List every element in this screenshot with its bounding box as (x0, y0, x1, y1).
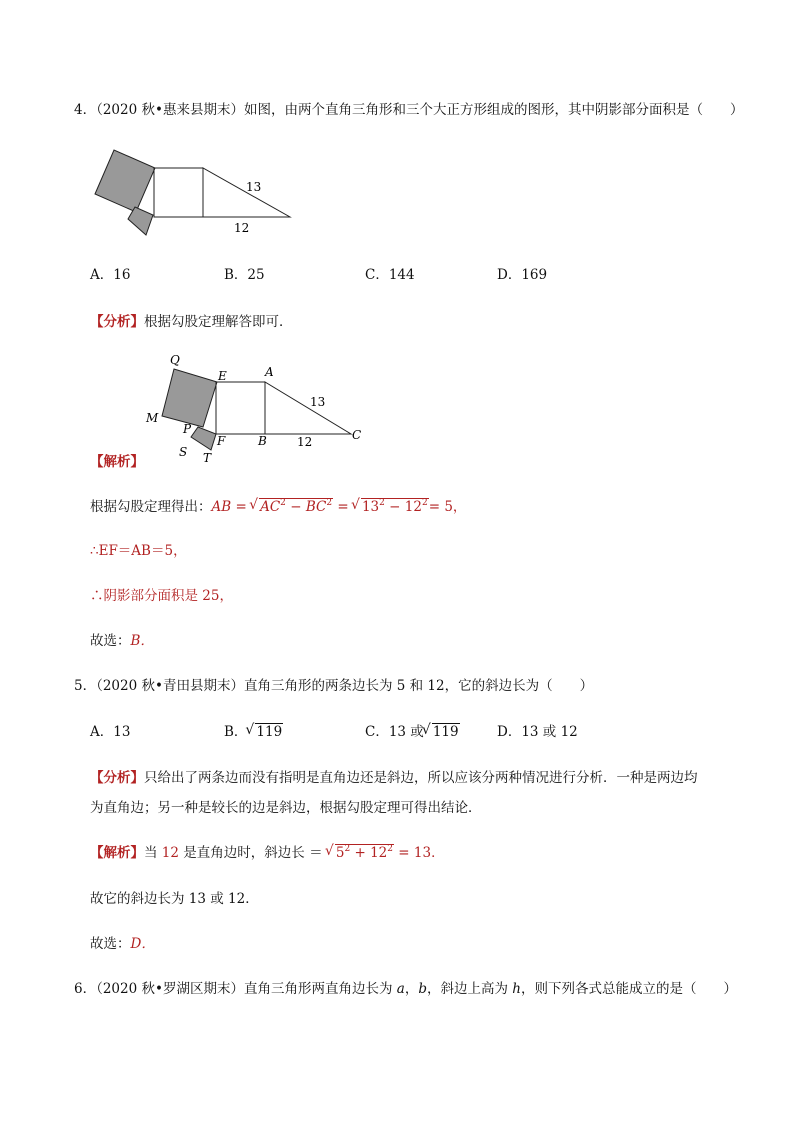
sol1-ab: AB (211, 499, 232, 515)
q5-solution-line-1: 【解析】当 12 是直角边时，斜边长 ＝ √ $5^2 + 12^2 = 13$． (90, 843, 445, 863)
q4-option-c[interactable]: C．144 (365, 267, 415, 283)
q4-solution-tag: 【解析】 (90, 454, 144, 470)
q4-stem: 4．（2020 秋•惠来县期末）如图，由两个直角三角形和三个大正方形组成的图形，其中阴影部分面积是（ ） (74, 102, 744, 118)
sol1-sqrt-1: √ $AC^2 - BC^2$ (251, 497, 333, 517)
sol1-sqrt-2: √ $13^2 - 12^2$ (353, 497, 429, 517)
q5-option-b[interactable]: B．√ 119 (224, 722, 283, 742)
q6-stem: 6．（2020 秋•罗湖区期末）直角三角形两直角边长为 a，b，斜边上高为 h，则下列各式总能成立的是（ ） (74, 981, 737, 997)
q5-analysis-line-2: 为直角边；另一种是较长的边是斜边，根据勾股定理可得出结论． (90, 800, 482, 816)
q4-small-shaded-square (128, 207, 153, 235)
q4-solution-line-2: ∴EF＝AB＝5， (90, 543, 187, 559)
label-m: M (146, 411, 159, 425)
label-q: Q (170, 353, 180, 367)
q5-analysis-line-1 (90, 768, 698, 788)
q5-analysis-tag: 【分析】 (90, 770, 144, 786)
q5-answer-value: D． (130, 936, 155, 952)
q4-option-a[interactable]: A．16 (90, 267, 131, 283)
q5-answer (90, 934, 155, 954)
q5-sqrt: √ $5^2 + 12^2$ (327, 843, 394, 863)
q4-solution-line-1: 根据勾股定理得出：AB = √ $AC^2 - BC^2$ = √ $13^2 - 12^2= 5$， (90, 497, 466, 517)
label-a: A (265, 365, 274, 379)
label-s: S (179, 445, 188, 459)
q5-solution-tag: 【解析】 (90, 845, 144, 861)
q4-solution-line-3: ∴阴影部分面积是 25， (90, 588, 233, 604)
q4-analysis-text: 根据勾股定理解答即可． (144, 314, 293, 330)
label-c: C (352, 428, 362, 442)
sol1-eq: = (235, 499, 247, 515)
q4-answer (90, 631, 154, 651)
q4-option-b[interactable]: B．25 (224, 267, 265, 283)
q5-answer-prefix: 故选： (90, 936, 131, 952)
q4-answer-prefix: 故选： (90, 633, 131, 649)
q4-labeled-figure (140, 350, 370, 468)
label-p: P (183, 422, 192, 436)
sol1-result: = 5， (428, 499, 467, 515)
label-b: B (258, 434, 267, 448)
q5-option-a[interactable]: A．13 (90, 724, 131, 740)
q4-figure (88, 146, 298, 238)
q4-analysis (90, 312, 293, 332)
sol1-prefix: 根据勾股定理得出： (90, 499, 212, 515)
q5-option-c[interactable]: C．13 或√ 119 (365, 722, 460, 742)
q5-solution-line-2: 故它的斜边长为 13 或 12． (90, 891, 259, 907)
q4-option-d[interactable]: D．169 (497, 267, 548, 283)
q4-analysis-tag: 【分析】 (90, 314, 144, 330)
q4-middle-square (154, 168, 203, 217)
q4-hyp-label: 13 (246, 180, 262, 194)
q4-base-label: 12 (234, 221, 250, 235)
q5-stem: 5．（2020 秋•青田县期末）直角三角形的两条边长为 5 和 12，它的斜边长为（ ） (74, 678, 594, 694)
label-f: F (217, 434, 226, 448)
label-13: 13 (310, 395, 326, 409)
label-12: 12 (297, 435, 313, 449)
label-t: T (203, 451, 212, 465)
q4-answer-value: B． (130, 633, 154, 649)
q5-option-d[interactable]: D．13 或 12 (497, 724, 578, 740)
q4-big-shaded-square (95, 150, 155, 212)
label-e: E (218, 369, 227, 383)
q5-analysis-text-1: 只给出了两条边而没有指明是直角边还是斜边，所以应该分两种情况进行分析．一种是两边均 (144, 770, 698, 786)
